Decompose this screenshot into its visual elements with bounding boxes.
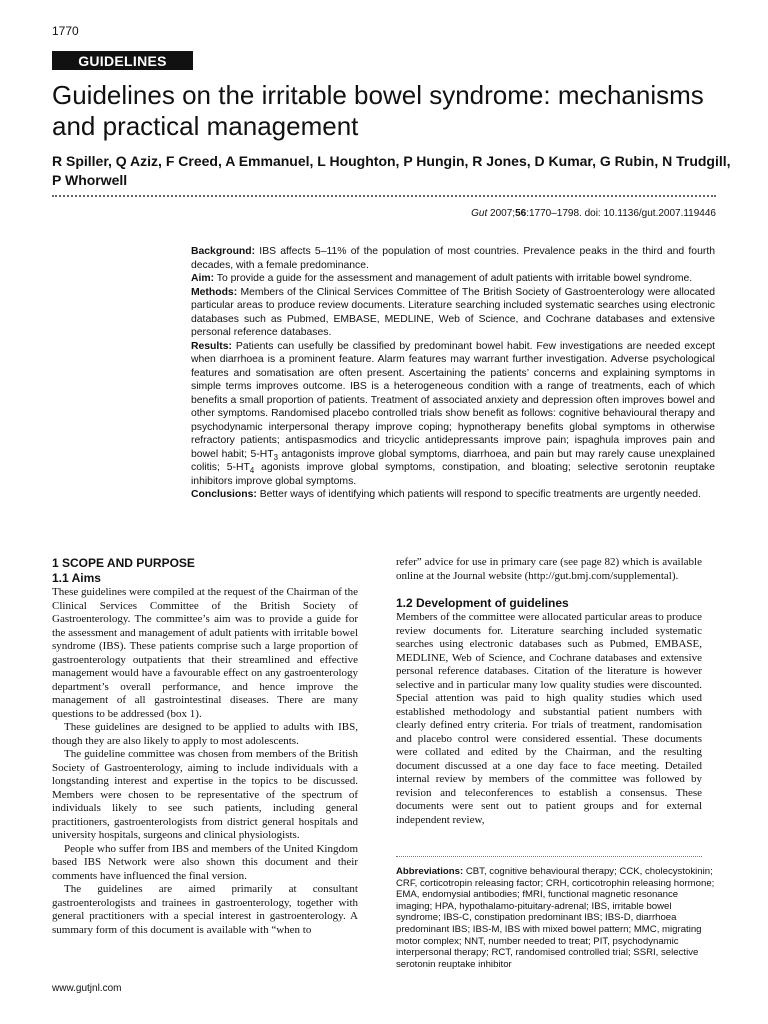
- section-heading-scope: 1 SCOPE AND PURPOSE: [52, 556, 195, 570]
- abbreviations-label: Abbreviations:: [396, 866, 464, 877]
- left-column: [52, 556, 358, 937]
- development-paragraph: Members of the committee were allocated particular areas to produce review documents for. Literature searching included systematic searches using electronic databases such as Pubmed, EMBASE, MEDLINE, Web of Science, and Cochrane databases and extensive personal reference databases. Citation of the literature is however selective and in particular many low quality studies were discounted. Special attention was paid to high quality studies which used established methodology and substantial patient numbers with clearly defined entry criteria. For trials of treatment, randomisation and placebo control were considered essential. These documents were collated and edited by the Chairman, and the resulting document discussed at a one day face to face meeting. Detailed internal review by members of the committee was followed by revision and teleconferences to establish a consensus. These documents were sent out to patient groups and for external independent review,: [396, 611, 702, 826]
- abstract-aim: [191, 272, 715, 286]
- abstract: [191, 245, 715, 502]
- right-column: [396, 556, 702, 827]
- abstract-conclusions-text: Better ways of identifying which patients will respond to specific treatments are urgently needed.: [256, 489, 701, 500]
- abstract-results-text-1: Patients can usefully be classified by predominant bowel habit. Few investigations are needed except when diarrhoea is a prominent feature. Alarm features may warrant further investigation. Adverse psychological features and somatisation are often present. Ascertaining the patients’ concerns and explaining symptoms in simple terms improves outcome. IBS is a heterogeneous condition with a range of treatments, each of which benefits a small proportion of patients. Treatment of associated anxiety and depression often improves bowel and other symptoms. Randomised placebo controlled trials show benefit as follows: cognitive behavioural therapy and psychodynamic interpersonal therapy improve coping; hypnotherapy benefits global symptoms in otherwise refractory patients; antispasmodics and tricyclic antidepressants improve pain; ispaghula improves pain and bowel habit; 5-HT: [191, 340, 715, 460]
- aims-paragraph-continued: refer” advice for use in primary care (see page 82) which is available online at the Journal website (http://gut.bmj.com/supplemental).: [396, 556, 702, 582]
- abbreviations-box: [396, 866, 716, 970]
- abstract-background-text: IBS affects 5–11% of the population of most countries. Prevalence peaks in the third and fourth decades, with a female predominance.: [191, 246, 715, 271]
- abstract-methods-label: Methods:: [191, 286, 238, 298]
- citation-volume: 56: [515, 208, 527, 219]
- aims-paragraph-5: The guidelines are aimed primarily at consultant gastroenterologists and trainees in gastroenterology, together with general practitioners with a special interest in gastroenterology. A summary form of this document is available with “when to: [52, 883, 358, 936]
- abstract-results: [191, 340, 715, 489]
- abstract-conclusions-label: Conclusions:: [191, 489, 257, 500]
- abstract-background-label: Background:: [191, 246, 256, 257]
- abstract-results-text-3: agonists improve global symptoms, constipation, and bloating; selective serotonin reuptake inhibitors improve global symptoms.: [191, 462, 715, 487]
- abstract-conclusions: [191, 488, 715, 502]
- abstract-results-label: Results:: [191, 340, 232, 352]
- abstract-aim-text: To provide a guide for the assessment and management of adult patients with irritable bowel syndrome.: [214, 273, 693, 284]
- page-number: 1770: [52, 24, 79, 38]
- subsection-heading-aims: 1.1 Aims: [52, 571, 101, 585]
- citation-journal: Gut: [471, 208, 488, 219]
- abstract-results-text-2: antagonists improve global symptoms, diarrhoea, and pain but may rarely cause unexplained colitis; 5-HT: [191, 448, 715, 473]
- abbreviations-text: CBT, cognitive behavioural therapy; CCK, cholecystokinin; CRF, corticotropin releasing factor; CRH, corticotrophin releasing hormone; EMA, endomysial antibodies; fMRI, functional magnetic resonance imaging; HPA, hypothalamo-pituitary-adrenal; IBS, irritable bowel syndrome; IBS-C, constipation predominant IBS; IBS-D, diarrhoea predominant IBS; IBS-M, IBS with mixed bowel pattern; MMC, migrating motor complex; NNT, number needed to treat; PIT, psychodynamic interpersonal therapy; RCT, randomised controlled trial; SSRI, selective serotonin reuptake inhibitor: [396, 866, 715, 970]
- abbreviations-divider: [396, 856, 702, 857]
- journal-website: www.gutjnl.com: [52, 983, 122, 994]
- aims-paragraph-3: The guideline committee was chosen from members of the British Society of Gastroenterology, aiming to include individuals with a longstanding interest and expertise in the topics to be discussed. Members were chosen to be representative of the spectrum of individuals likely to see such patients, including general practitioners, gastroenterologists from district general hospitals and university hospitals, surgeons and clinical physiologists.: [52, 748, 358, 841]
- abstract-results-sub-2: 4: [249, 466, 255, 476]
- citation-year: 2007;: [487, 208, 516, 219]
- author-list: R Spiller, Q Aziz, F Creed, A Emmanuel, L Houghton, P Hungin, R Jones, D Kumar, G Rubin, N Trudgill, P Whorwell: [52, 153, 731, 188]
- abstract-methods-text: Members of the Clinical Services Committee of The British Society of Gastroenterology were allocated particular areas to produce review documents. Literature searching included systematic searches using electronic databases such as Pubmed, EMBASE, MEDLINE, Web of Science, and Cochrane databases and extensive personal reference databases.: [191, 286, 715, 338]
- aims-paragraph-1: These guidelines were compiled at the request of the Chairman of the Clinical Services Committee of the British Society of Gastroenterology. The committee’s aim was to provide a guide for the assessment and management of adult patients with irritable bowel syndrome (IBS). These patients comprise such a large proportion of gastroenterology outpatients that their streamlined and effective management would have a favourable effect on any gastroenterology department’s overall performance, and hence improve the management of all gastrointestinal diseases. There are many questions to be addressed (box 1).: [52, 586, 358, 720]
- header-divider: [52, 195, 716, 197]
- aims-paragraph-4: People who suffer from IBS and members of the United Kingdom based IBS Network were also shown this document and their comments have influenced the final version.: [52, 842, 358, 882]
- abstract-aim-label: Aim:: [191, 273, 215, 284]
- subsection-heading-development: 1.2 Development of guidelines: [396, 596, 569, 610]
- abstract-background: [191, 245, 715, 272]
- citation-pages-doi: :1770–1798. doi: 10.1136/gut.2007.119446: [526, 208, 716, 219]
- article-title: Guidelines on the irritable bowel syndrome: mechanisms and practical management: [52, 80, 704, 141]
- section-tag: GUIDELINES: [52, 51, 193, 70]
- citation: [471, 208, 716, 219]
- abstract-results-sub-1: 3: [273, 452, 278, 462]
- aims-paragraph-2: These guidelines are designed to be applied to adults with IBS, though they are also likely to apply to most adolescents.: [52, 721, 358, 747]
- abstract-methods: [191, 286, 715, 340]
